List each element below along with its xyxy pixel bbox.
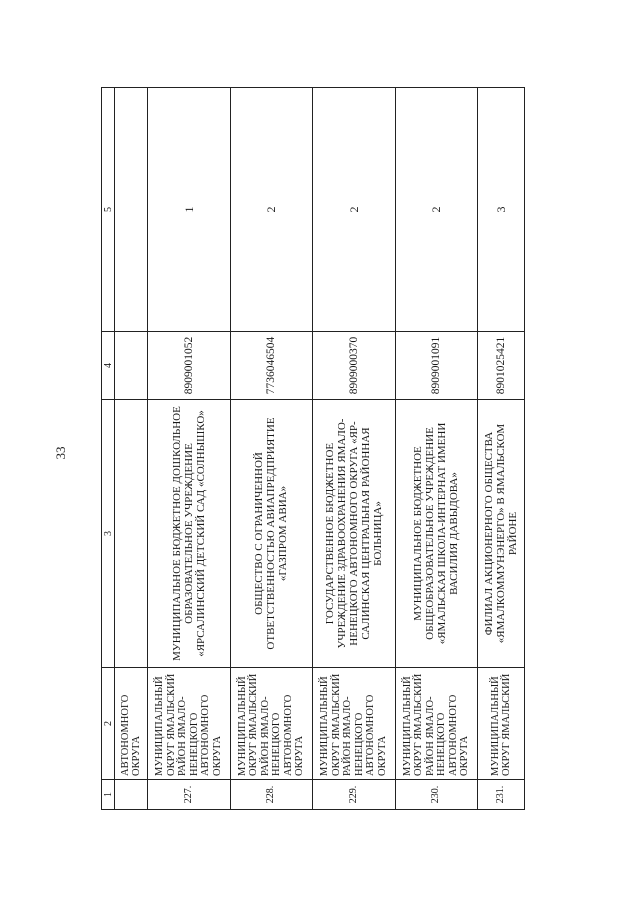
row-inn: 8901025421	[478, 332, 525, 400]
table-row	[148, 88, 231, 810]
row-district: МУНИЦИПАЛЬНЫЙ ОКРУГ ЯМАЛЬСКИЙ РАЙОН ЯМАЛО-НЕНЕЦКОГО АВТОНОМНОГО ОКРУГА	[230, 668, 313, 780]
table-row	[478, 88, 525, 810]
header-cell: 3	[102, 400, 115, 668]
row-inn: 8909000370	[313, 332, 396, 400]
table-row	[313, 88, 396, 810]
row-organization-name: ГОСУДАРСТВЕННОЕ БЮДЖЕТНОЕ УЧРЕЖДЕНИЕ ЗДРАВООХРАНЕНИЯ ЯМАЛО-НЕНЕЦКОГО АВТОНОМНОГО ОКРУГА «ЯР-САЛИНСКАЯ ЦЕНТРАЛЬНАЯ РАЙОННАЯ БОЛЬНИЦА»	[313, 400, 396, 668]
row-organization-name: ФИЛИАЛ АКЦИОНЕРНОГО ОБЩЕСТВА «ЯМАЛКОММУНЭНЕРГО» В ЯМАЛЬСКОМ РАЙОНЕ	[478, 400, 525, 668]
row-inn: 8909001091	[395, 332, 478, 400]
header-cell: 1	[102, 780, 115, 810]
row-inn	[115, 332, 148, 400]
row-number	[115, 780, 148, 810]
row-district: МУНИЦИПАЛЬНЫЙ ОКРУГ ЯМАЛЬСКИЙ РАЙОН ЯМАЛО-НЕНЕЦКОГО АВТОНОМНОГО ОКРУГА	[313, 668, 396, 780]
row-district: АВТОНОМНОГО ОКРУГА	[115, 668, 148, 780]
row-organization-name: ОБЩЕСТВО С ОГРАНИЧЕННОЙ ОТВЕТСТВЕННОСТЬЮ АВИАПРЕДПРИЯТИЕ «ГАЗПРОМ АВИА»	[230, 400, 313, 668]
row-number: 229.	[313, 780, 396, 810]
table-header-row	[102, 88, 115, 810]
row-organization-name: МУНИЦИПАЛЬНОЕ БЮДЖЕТНОЕ ДОШКОЛЬНОЕ ОБРАЗОВАТЕЛЬНОЕ УЧРЕЖДЕНИЕ «ЯРСАЛИНСКИЙ ДЕТСКИЙ САД «СОЛНЫШКО»	[148, 400, 231, 668]
row-number: 228.	[230, 780, 313, 810]
header-cell: 4	[102, 332, 115, 400]
row-number: 227.	[148, 780, 231, 810]
table-row	[230, 88, 313, 810]
row-inn: 7736046504	[230, 332, 313, 400]
row-district: МУНИЦИПАЛЬНЫЙ ОКРУГ ЯМАЛЬСКИЙ	[478, 668, 525, 780]
row-category	[115, 88, 148, 332]
table-row-continuation	[115, 88, 148, 810]
row-category: 2	[230, 88, 313, 332]
row-category: 2	[395, 88, 478, 332]
organizations-table	[101, 87, 525, 810]
page-number: 33	[53, 446, 68, 460]
table-row	[395, 88, 478, 810]
header-cell: 2	[102, 668, 115, 780]
row-organization-name: МУНИЦИПАЛЬНОЕ БЮДЖЕТНОЕ ОБЩЕОБРАЗОВАТЕЛЬНОЕ УЧРЕЖДЕНИЕ «ЯМАЛЬСКАЯ ШКОЛА-ИНТЕРНАТ ИМЕНИ ВАСИЛИЯ ДАВЫДОВА»	[395, 400, 478, 668]
row-district: МУНИЦИПАЛЬНЫЙ ОКРУГ ЯМАЛЬСКИЙ РАЙОН ЯМАЛО-НЕНЕЦКОГО АВТОНОМНОГО ОКРУГА	[148, 668, 231, 780]
row-number: 231.	[478, 780, 525, 810]
row-category: 1	[148, 88, 231, 332]
row-category: 2	[313, 88, 396, 332]
row-number: 230.	[395, 780, 478, 810]
row-organization-name	[115, 400, 148, 668]
row-category: 3	[478, 88, 525, 332]
row-district: МУНИЦИПАЛЬНЫЙ ОКРУГ ЯМАЛЬСКИЙ РАЙОН ЯМАЛО-НЕНЕЦКОГО АВТОНОМНОГО ОКРУГА	[395, 668, 478, 780]
row-inn: 8909001052	[148, 332, 231, 400]
rotated-table-sheet	[101, 88, 525, 810]
header-cell: 5	[102, 88, 115, 332]
